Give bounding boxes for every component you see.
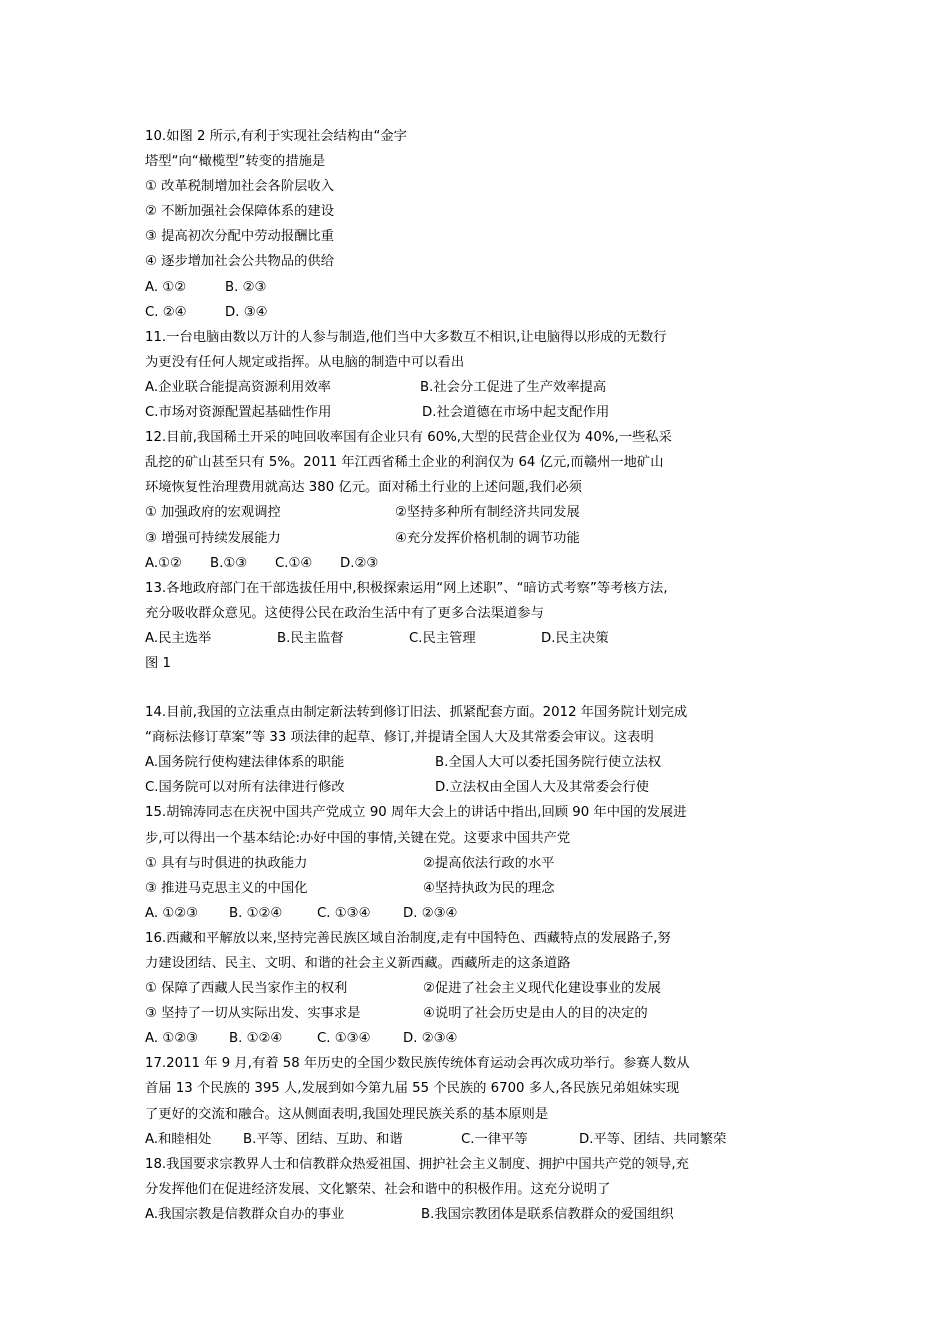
options-line	[145, 1001, 765, 1026]
text-line: 力建设团结、民主、文明、和谐的社会主义新西藏。西藏所走的这条道路	[145, 956, 571, 971]
answer-option: B. ②③	[225, 279, 267, 295]
answer-option: B.①③	[210, 555, 248, 571]
options-line	[145, 851, 765, 876]
answer-option: ① 加强政府的宏观调控	[145, 505, 281, 521]
text-line: 环境恢复性治理费用就高达 380 亿元。面对稀土行业的上述问题,我们必须	[145, 480, 582, 496]
answer-option: ②提高依法行政的水平	[423, 855, 555, 871]
answer-option: ③ 推进马克思主义的中国化	[145, 880, 308, 896]
options-line	[145, 375, 765, 400]
blank-gap	[145, 676, 765, 700]
options-line	[145, 976, 765, 1001]
answer-option: ②坚持多种所有制经济共同发展	[395, 505, 580, 521]
text-line: ④ 逐步增加社会公共物品的供给	[145, 254, 335, 270]
text-line: 12.目前,我国稀土开采的吨回收率国有企业只有 60%,大型的民营企业仅为 40%,一些私采	[145, 430, 672, 446]
answer-option: A. ①②③	[145, 905, 199, 921]
answer-option: B.我国宗教团体是联系信教群众的爱国组织	[421, 1206, 674, 1222]
text-line: 15.胡锦涛同志在庆祝中国共产党成立 90 周年大会上的讲话中指出,回顾 90 年中国的发展进	[145, 805, 687, 821]
text-line: 充分吸收群众意见。这使得公民在政治生活中有了更多合法渠道参与	[145, 605, 544, 621]
text-line: 乱挖的矿山甚至只有 5%。2011 年江西省稀土企业的利润仅为 64 亿元,而赣州一地矿山	[145, 455, 664, 471]
text-line: 步,可以得出一个基本结论:办好中国的事情,关键在党。这要求中国共产党	[145, 830, 571, 846]
options-line	[145, 876, 765, 901]
answer-option: C. ①③④	[317, 1031, 371, 1047]
answer-option: D. ②③④	[403, 1031, 458, 1047]
answer-option: C.①④	[275, 555, 313, 571]
answer-option: ④说明了社会历史是由人的目的决定的	[423, 1006, 648, 1022]
text-line: 10.如图 2 所示,有利于实现社会结构由“金字	[145, 129, 407, 144]
text-line: 16.西藏和平解放以来,坚持完善民族区域自治制度,走有中国特色、西藏特点的发展路子,努	[145, 930, 671, 946]
answer-option: ④充分发挥价格机制的调节功能	[395, 530, 580, 546]
answer-option: A.企业联合能提高资源利用效率	[145, 379, 331, 395]
text-line: ② 不断加强社会保障体系的建设	[145, 204, 335, 220]
text-line: ① 改革税制增加社会各阶层收入	[145, 179, 335, 195]
options-line	[145, 300, 765, 325]
options-line	[145, 626, 765, 651]
answer-option: D. ②③④	[403, 905, 458, 921]
options-line	[145, 775, 765, 800]
answer-option: ③ 增强可持续发展能力	[145, 530, 281, 546]
answer-option: B.平等、团结、互助、和谐	[243, 1131, 403, 1147]
answer-option: D.社会道德在市场中起支配作用	[422, 405, 610, 421]
text-line: ③ 提高初次分配中劳动报酬比重	[145, 229, 335, 245]
answer-option: B.全国人大可以委托国务院行使立法权	[435, 755, 662, 771]
text-line: 17.2011 年 9 月,有着 58 年历史的全国少数民族传统体育运动会再次成功举行。参赛人数从	[145, 1056, 690, 1072]
text-line: 18.我国要求宗教界人士和信教群众热爱祖国、拥护社会主义制度、拥护中国共产党的领导,充	[145, 1156, 689, 1172]
answer-option: ① 保障了西藏人民当家作主的权利	[145, 981, 348, 997]
answer-option: A.国务院行使构建法律体系的职能	[145, 755, 345, 771]
answer-option: A.和睦相处	[145, 1131, 212, 1147]
text-line: 首届 13 个民族的 395 人,发展到如今第九届 55 个民族的 6700 多人,各民族兄弟姐妹实现	[145, 1081, 680, 1097]
answer-option: B. ①②④	[229, 905, 283, 921]
answer-option: C.市场对资源配置起基础性作用	[145, 405, 332, 421]
options-line	[145, 400, 765, 425]
options-line	[145, 1127, 765, 1152]
text-line: 塔型“向“橄榄型”转变的措施是	[145, 154, 326, 170]
answer-option: D.立法权由全国人大及其常委会行使	[435, 780, 649, 796]
text-line: 分发挥他们在促进经济发展、文化繁荣、社会和谐中的积极作用。这充分说明了	[145, 1181, 611, 1197]
text-line: 为更没有任何人规定或指挥。从电脑的制造中可以看出	[145, 354, 465, 370]
answer-option: D. ③④	[225, 304, 268, 320]
answer-option: A.民主选举	[145, 630, 212, 646]
answer-option: B.民主监督	[277, 630, 344, 646]
text-line: 14.目前,我国的立法重点由制定新法转到修订旧法、抓紧配套方面。2012 年国务院计划完成	[145, 705, 688, 721]
answer-option: C. ②④	[145, 304, 187, 320]
answer-option: ① 具有与时俱进的执政能力	[145, 855, 308, 871]
answer-option: A. ①②③	[145, 1031, 199, 1047]
answer-option: A.我国宗教是信教群众自办的事业	[145, 1206, 345, 1222]
text-line: 了更好的交流和融合。这从侧面表明,我国处理民族关系的基本原则是	[145, 1106, 549, 1122]
answer-option: B. ①②④	[229, 1031, 283, 1047]
text-line: “商标法修订草案”等 33 项法律的起草、修订,并提请全国人大及其常委会审议。这表明	[145, 730, 654, 746]
answer-option: B.社会分工促进了生产效率提高	[420, 379, 607, 395]
options-line	[145, 526, 765, 551]
answer-option: ②促进了社会主义现代化建设事业的发展	[423, 981, 661, 997]
exam-page	[145, 124, 765, 1227]
answer-option: D.民主决策	[541, 630, 609, 646]
text-line: 13.各地政府部门在干部选拔任用中,积极探索运用“网上述职”、“暗访式考察”等考核方法,	[145, 580, 668, 596]
options-line	[145, 275, 765, 300]
answer-option: D.平等、团结、共同繁荣	[579, 1131, 727, 1147]
options-line	[145, 1202, 765, 1227]
options-line	[145, 901, 765, 926]
options-line	[145, 500, 765, 525]
text-line: 11.一台电脑由数以万计的人参与制造,他们当中大多数互不相识,让电脑得以形成的无数行	[145, 329, 667, 345]
answer-option: C.民主管理	[409, 630, 476, 646]
answer-option: A.①②	[145, 555, 182, 571]
answer-option: C.一律平等	[461, 1131, 528, 1147]
options-line	[145, 1026, 765, 1051]
text-line: 图 1	[145, 655, 171, 671]
options-line	[145, 551, 765, 576]
answer-option: ④坚持执政为民的理念	[423, 880, 555, 896]
answer-option: D.②③	[340, 555, 379, 571]
answer-option: C.国务院可以对所有法律进行修改	[145, 780, 345, 796]
answer-option: C. ①③④	[317, 905, 371, 921]
answer-option: ③ 坚持了一切从实际出发、实事求是	[145, 1006, 361, 1022]
options-line	[145, 750, 765, 775]
answer-option: A. ①②	[145, 279, 187, 295]
